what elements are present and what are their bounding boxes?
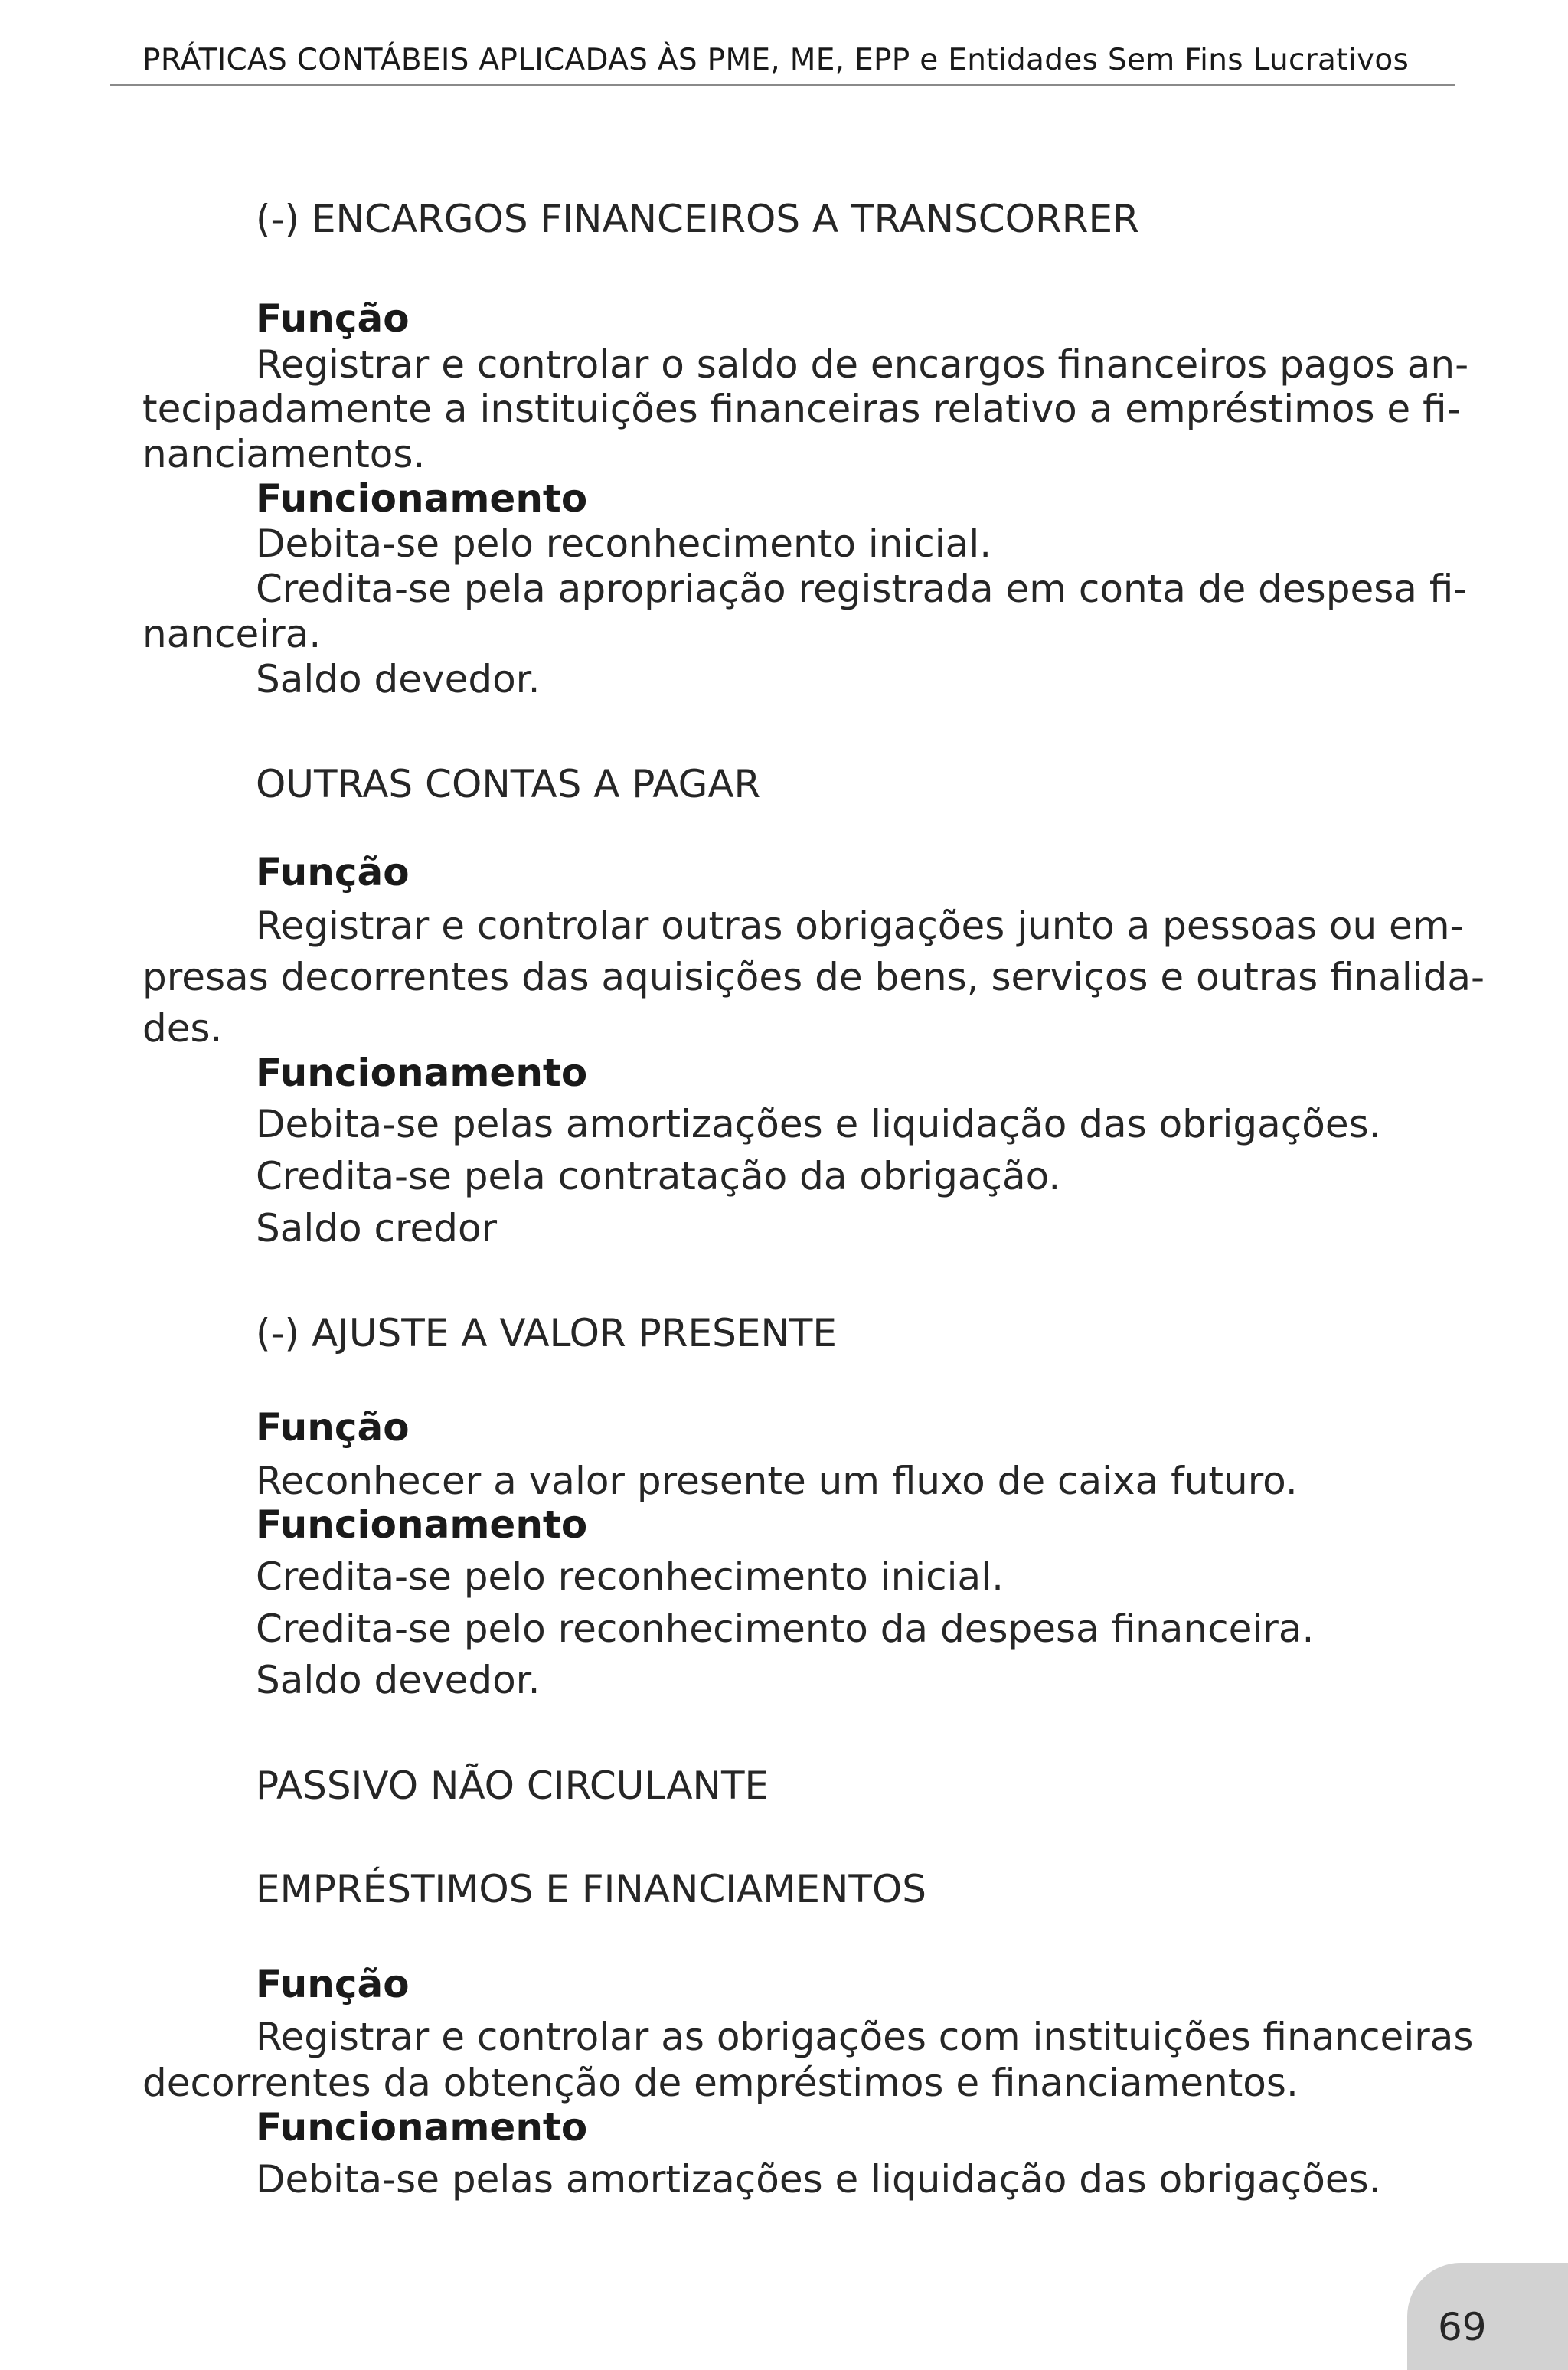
account-title: OUTRAS CONTAS A PAGAR bbox=[256, 762, 761, 806]
funcionamento-text-line: Debita-se pelas amortizações e liquidação das obrigações. bbox=[256, 2157, 1381, 2202]
funcao-text-line: nanciamentos. bbox=[142, 432, 426, 476]
funcao-label: Função bbox=[256, 850, 410, 894]
funcionamento-label: Funcionamento bbox=[256, 1502, 588, 1547]
account-title: EMPRÉSTIMOS E FINANCIAMENTOS bbox=[256, 1867, 927, 1911]
funcao-label: Função bbox=[256, 1405, 410, 1450]
funcao-text-line: Registrar e controlar o saldo de encargos financeiros pagos an- bbox=[256, 342, 1469, 387]
funcao-text-line: Registrar e controlar as obrigações com instituições financeiras bbox=[256, 2015, 1474, 2059]
funcao-label: Função bbox=[256, 296, 410, 341]
funcionamento-text-line: nanceira. bbox=[142, 612, 322, 656]
page-number: 69 bbox=[1438, 2305, 1487, 2349]
funcao-text-line: des. bbox=[142, 1006, 223, 1051]
page-number-tab bbox=[1407, 2263, 1568, 2370]
account-title: (-) AJUSTE A VALOR PRESENTE bbox=[256, 1311, 837, 1355]
funcionamento-text-line: Credita-se pelo reconhecimento da despesa financeira. bbox=[256, 1607, 1315, 1651]
funcao-text-line: decorrentes da obtenção de empréstimos e financiamentos. bbox=[142, 2061, 1298, 2105]
funcao-text-line: Reconhecer a valor presente um fluxo de caixa futuro. bbox=[256, 1459, 1298, 1503]
funcionamento-text-line: Credita-se pela contratação da obrigação. bbox=[256, 1154, 1061, 1198]
funcionamento-text-line: Saldo devedor. bbox=[256, 657, 541, 701]
header-divider bbox=[110, 84, 1455, 86]
funcao-label: Função bbox=[256, 1962, 410, 2006]
funcionamento-text-line: Saldo credor bbox=[256, 1206, 498, 1250]
funcao-text-line: tecipadamente a instituições financeiras relativo a empréstimos e fi- bbox=[142, 387, 1461, 431]
funcionamento-text-line: Saldo devedor. bbox=[256, 1658, 541, 1702]
section-title: PASSIVO NÃO CIRCULANTE bbox=[256, 1764, 769, 1808]
funcionamento-label: Funcionamento bbox=[256, 1051, 588, 1095]
funcionamento-label: Funcionamento bbox=[256, 2105, 588, 2149]
account-title: (-) ENCARGOS FINANCEIROS A TRANSCORRER bbox=[256, 197, 1139, 241]
funcao-text-line: Registrar e controlar outras obrigações junto a pessoas ou em- bbox=[256, 904, 1464, 948]
funcao-text-line: presas decorrentes das aquisições de bens, serviços e outras finalida- bbox=[142, 955, 1485, 999]
running-header: PRÁTICAS CONTÁBEIS APLICADAS ÀS PME, ME, EPP e Entidades Sem Fins Lucrativos bbox=[142, 43, 1410, 77]
funcionamento-text-line: Debita-se pelo reconhecimento inicial. bbox=[256, 521, 992, 566]
funcionamento-text-line: Credita-se pelo reconhecimento inicial. bbox=[256, 1554, 1004, 1599]
funcionamento-text-line: Debita-se pelas amortizações e liquidação das obrigações. bbox=[256, 1102, 1381, 1146]
funcionamento-label: Funcionamento bbox=[256, 476, 588, 521]
funcionamento-text-line: Credita-se pela apropriação registrada em conta de despesa fi- bbox=[256, 567, 1468, 611]
